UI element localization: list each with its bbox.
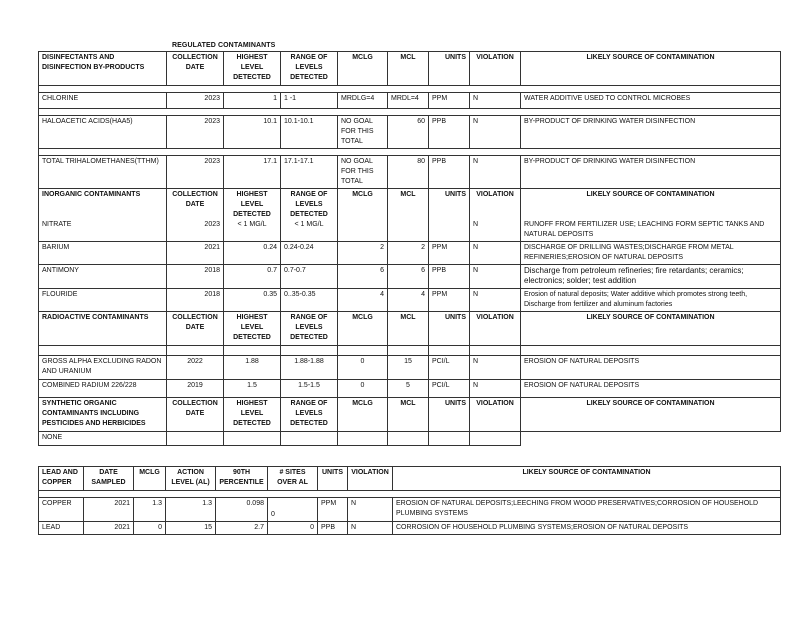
collection-date: 2023	[167, 116, 224, 149]
highest-level: 0.35	[224, 289, 281, 312]
col-range-text: RANGE OF LEVELS DETECTED	[290, 191, 328, 218]
source: WATER ADDITIVE USED TO CONTROL MICROBES	[521, 93, 781, 109]
violation: N	[470, 380, 521, 398]
collection-date: 2021	[167, 242, 224, 265]
col-collection-date: COLLECTION DATE	[167, 312, 224, 346]
violation: N	[470, 265, 521, 289]
range: 1.5-1.5	[281, 380, 338, 398]
collection-date: 2023	[167, 93, 224, 109]
highest-level: 1.88	[224, 356, 281, 380]
col-action-level: ACTION LEVEL (AL)	[166, 467, 216, 491]
range: < 1 MG/L	[294, 221, 324, 228]
col-range: RANGE OF LEVELS DETECTED	[281, 312, 338, 346]
col-source	[521, 189, 781, 242]
section-title	[39, 189, 167, 242]
mclg: NO GOAL FOR THIS TOTAL	[338, 116, 388, 149]
col-collection-date: COLLECTION DATE	[167, 52, 224, 86]
highest-level: 0.7	[224, 265, 281, 289]
units: PPM	[429, 289, 470, 312]
col-source: LIKELY SOURCE OF CONTAMINATION	[521, 52, 781, 86]
contaminant-name: CHLORINE	[39, 93, 167, 109]
source: EROSION OF NATURAL DEPOSITS	[521, 380, 781, 398]
mcl: 4	[388, 289, 429, 312]
units: PPB	[429, 116, 470, 149]
col-collection-date	[167, 189, 224, 242]
col-mclg: MCLG	[338, 52, 388, 86]
regulated-contaminants-table	[38, 51, 781, 446]
lead-copper-header-row	[39, 467, 781, 491]
col-mcl: MCL	[388, 189, 429, 242]
units: PCI/L	[429, 356, 470, 380]
section-title-text: INORGANIC CONTAMINANTS	[42, 191, 141, 198]
highest-level: < 1 MG/L	[237, 221, 267, 228]
date-sampled: 2021	[84, 522, 134, 535]
mclg: 0	[338, 380, 388, 398]
units: PPM	[318, 498, 348, 522]
table-row	[39, 116, 781, 149]
violation: N	[470, 116, 521, 149]
mclg: 2	[338, 242, 388, 265]
source: CORROSION OF HOUSEHOLD PLUMBING SYSTEMS;EROSION OF NATURAL DEPOSITS	[393, 522, 781, 535]
section-title: SYNTHETIC ORGANIC CONTAMINANTS INCLUDING PESTICIDES AND HERBICIDES	[39, 398, 167, 432]
col-violation: VIOLATION	[470, 52, 521, 86]
violation: N	[470, 289, 521, 312]
col-mclg: MCLG	[134, 467, 166, 491]
contaminant-name: COMBINED RADIUM 226/228	[39, 380, 167, 398]
col-mcl: MCL	[388, 398, 429, 432]
source: Discharge from petroleum refineries; fire retardants; ceramics; electronics; solder; test addition	[521, 265, 781, 289]
mclg: 6	[338, 265, 388, 289]
mclg: NO GOAL FOR THIS TOTAL	[338, 156, 388, 189]
source: BY-PRODUCT OF DRINKING WATER DISINFECTION	[521, 156, 781, 189]
highest-level: 10.1	[224, 116, 281, 149]
table-row	[39, 289, 781, 312]
col-source-text: LIKELY SOURCE OF CONTAMINATION	[586, 191, 715, 198]
table-row	[39, 242, 781, 265]
inorganic-header-row	[39, 189, 781, 242]
contaminant-name: ANTIMONY	[39, 265, 167, 289]
col-units: UNITS	[429, 189, 470, 242]
range: 0.7-0.7	[281, 265, 338, 289]
sites-over-al: 0	[268, 522, 318, 535]
collection-date: 2019	[167, 380, 224, 398]
mcl: MRDL=4	[388, 93, 429, 109]
violation: N	[470, 242, 521, 265]
col-collection-date-text: COLLECTION DATE	[172, 191, 218, 208]
range: 1.88-1.88	[281, 356, 338, 380]
units: PPM	[429, 242, 470, 265]
table-row	[39, 432, 781, 446]
col-range	[281, 189, 338, 242]
col-units: UNITS	[429, 52, 470, 86]
col-violation	[470, 189, 521, 242]
col-units: UNITS	[429, 312, 470, 346]
mcl: 15	[388, 356, 429, 380]
lead-copper-table	[38, 466, 781, 535]
violation: N	[470, 93, 521, 109]
section-title: DISINFECTANTS AND DISINFECTION BY-PRODUCTS	[39, 52, 167, 86]
col-units: UNITS	[429, 398, 470, 432]
contaminant-name: FLOURIDE	[39, 289, 167, 312]
range: 0.24-0.24	[281, 242, 338, 265]
contaminant-name: NITRATE	[42, 221, 72, 228]
none-label: NONE	[39, 432, 167, 446]
col-date-sampled: DATE SAMPLED	[84, 467, 134, 491]
violation: N	[348, 498, 393, 522]
mclg: 0	[134, 522, 166, 535]
col-source: LIKELY SOURCE OF CONTAMINATION	[393, 467, 781, 491]
violation: N	[348, 522, 393, 535]
col-collection-date: COLLECTION DATE	[167, 398, 224, 432]
mclg: 1.3	[134, 498, 166, 522]
contaminant-name: HALOACETIC ACIDS(HAA5)	[39, 116, 167, 149]
source: BY-PRODUCT OF DRINKING WATER DISINFECTION	[521, 116, 781, 149]
table-row	[39, 522, 781, 535]
highest-level: 0.24	[224, 242, 281, 265]
col-mcl: MCL	[388, 52, 429, 86]
page-title: REGULATED CONTAMINANTS	[172, 42, 276, 49]
date-sampled: 2021	[84, 498, 134, 522]
col-mclg: MCLG	[338, 189, 388, 242]
col-violation: VIOLATION	[470, 312, 521, 346]
col-highest-level	[224, 189, 281, 242]
table-row	[39, 156, 781, 189]
col-mclg: MCLG	[338, 398, 388, 432]
section-title: RADIOACTIVE CONTAMINANTS	[39, 312, 167, 346]
col-source: LIKELY SOURCE OF CONTAMINATION	[521, 398, 781, 432]
collection-date: 2018	[167, 265, 224, 289]
mcl: 6	[388, 265, 429, 289]
source: Erosion of natural deposits; Water additive which promotes strong teeth, Discharge from fertilizer and aluminum factories	[521, 289, 781, 312]
mcl: 5	[388, 380, 429, 398]
range: 0..35-0.35	[281, 289, 338, 312]
col-range: RANGE OF LEVELS DETECTED	[281, 52, 338, 86]
collection-date: 2023	[167, 156, 224, 189]
percentile: 2.7	[216, 522, 268, 535]
collection-date: 2022	[167, 356, 224, 380]
disinfectants-header-row	[39, 52, 781, 86]
table-row	[39, 380, 781, 398]
col-percentile: 90TH PERCENTILE	[216, 467, 268, 491]
violation: N	[470, 156, 521, 189]
collection-date: 2023	[204, 221, 220, 228]
highest-level: 17.1	[224, 156, 281, 189]
action-level: 1.3	[166, 498, 216, 522]
highest-level: 1	[224, 93, 281, 109]
violation: N	[470, 356, 521, 380]
units: PPB	[429, 156, 470, 189]
col-violation-text: VIOLATION	[476, 191, 514, 198]
col-highest-level: HIGHEST LEVEL DETECTED	[224, 312, 281, 346]
col-highest-level-text: HIGHEST LEVEL DETECTED	[233, 191, 271, 218]
violation: N	[473, 221, 479, 228]
action-level: 15	[166, 522, 216, 535]
col-highest-level: HIGHEST LEVEL DETECTED	[224, 398, 281, 432]
units: PPB	[429, 265, 470, 289]
mclg: 4	[338, 289, 388, 312]
synthetic-header-row	[39, 398, 781, 432]
table-row	[39, 356, 781, 380]
col-violation: VIOLATION	[348, 467, 393, 491]
col-units: UNITS	[318, 467, 348, 491]
col-sites-over-al: # SITES OVER AL	[268, 467, 318, 491]
collection-date: 2018	[167, 289, 224, 312]
contaminant-name: TOTAL TRIHALOMETHANES(TTHM)	[39, 156, 167, 189]
source: EROSION OF NATURAL DEPOSITS	[521, 356, 781, 380]
col-mcl: MCL	[388, 312, 429, 346]
units: PPM	[429, 93, 470, 109]
col-highest-level: HIGHEST LEVEL DETECTED	[224, 52, 281, 86]
units: PPB	[318, 522, 348, 535]
sites-over-al: 0	[268, 498, 318, 522]
contaminant-name: LEAD	[39, 522, 84, 535]
mcl: 2	[388, 242, 429, 265]
radioactive-header-row	[39, 312, 781, 346]
source: DISCHARGE OF DRILLING WASTES;DISCHARGE FROM METAL REFINERIES;EROSION OF NATURAL DEPOSITS	[521, 242, 781, 265]
col-source: LIKELY SOURCE OF CONTAMINATION	[521, 312, 781, 346]
table-row	[39, 265, 781, 289]
range: 1 -1	[281, 93, 338, 109]
contaminant-name: BARIUM	[39, 242, 167, 265]
mcl: 60	[388, 116, 429, 149]
col-violation: VIOLATION	[470, 398, 521, 432]
col-range: RANGE OF LEVELS DETECTED	[281, 398, 338, 432]
table-row	[39, 498, 781, 522]
source: EROSION OF NATURAL DEPOSITS;LEECHING FROM WOOD PRESERVATIVES;CORROSION OF HOUSEHOLD PLUMBING SYSTEMS	[393, 498, 781, 522]
mcl: 80	[388, 156, 429, 189]
range: 10.1-10.1	[281, 116, 338, 149]
contaminant-name: GROSS ALPHA EXCLUDING RADON AND URANIUM	[39, 356, 167, 380]
units: PCI/L	[429, 380, 470, 398]
empty-row	[39, 346, 781, 356]
contaminant-name: COPPER	[39, 498, 84, 522]
percentile: 0.098	[216, 498, 268, 522]
highest-level: 1.5	[224, 380, 281, 398]
source: RUNOFF FROM FERTILIZER USE; LEACHING FORM SEPTIC TANKS AND NATURAL DEPOSITS	[524, 221, 765, 238]
range: 17.1-17.1	[281, 156, 338, 189]
mclg: MRDLG=4	[338, 93, 388, 109]
col-title: LEAD AND COPPER	[39, 467, 84, 491]
table-row	[39, 93, 781, 109]
col-mclg: MCLG	[338, 312, 388, 346]
mclg: 0	[338, 356, 388, 380]
